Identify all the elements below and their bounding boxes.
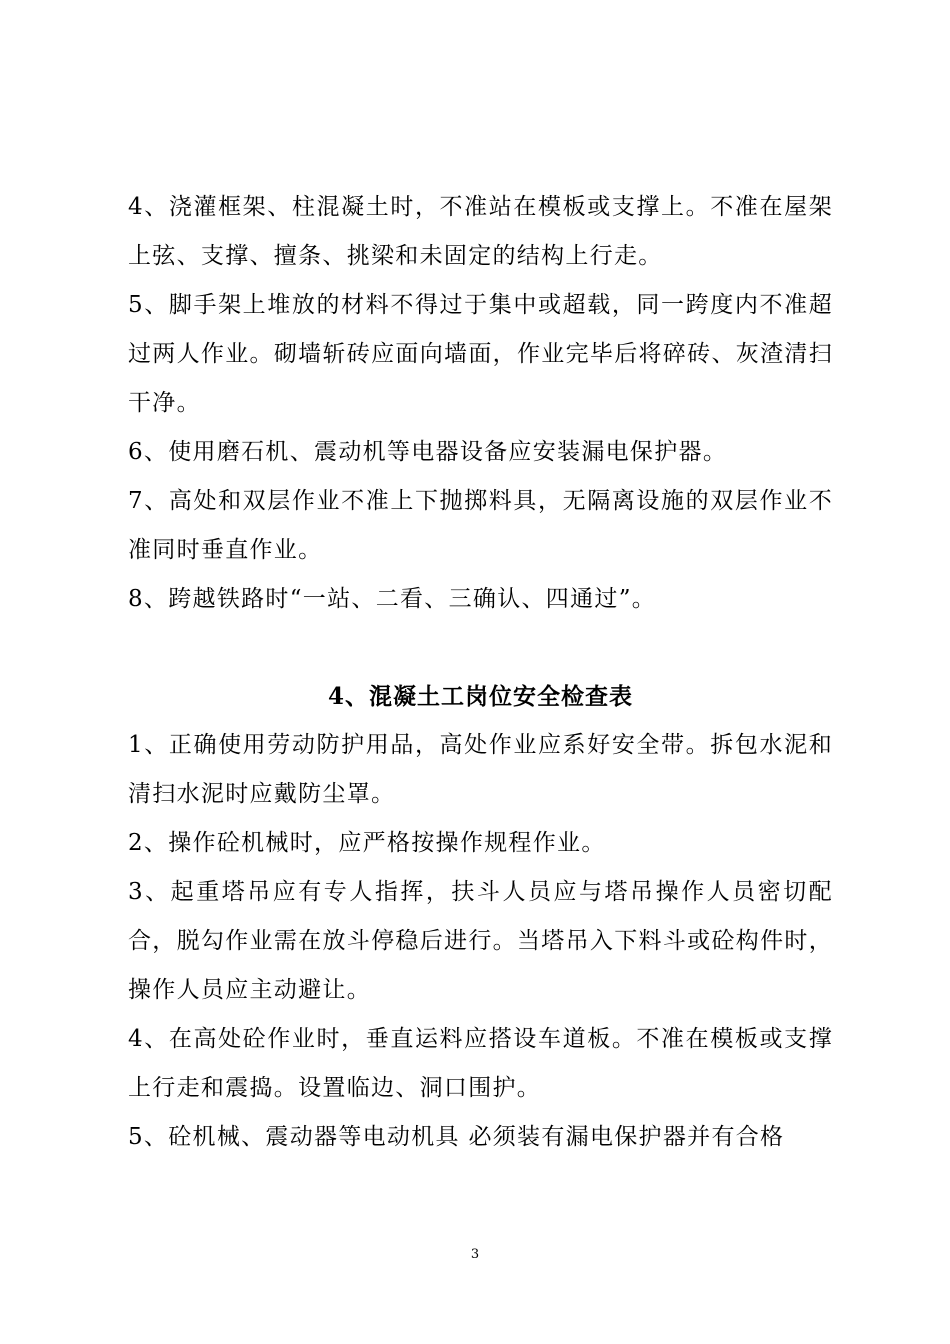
list-item: 3、起重塔吊应有专人指挥，扶斗人员应与塔吊操作人员密切配合，脱勾作业需在放斗停稳后进行。当塔吊入下料斗或砼构件时，操作人员应主动避让。: [128, 879, 833, 1003]
section-title: 4、混凝土工岗位安全检查表: [327, 683, 633, 710]
list-item: 5、脚手架上堆放的材料不得过于集中或超载，同一跨度内不准超过两人作业。砌墙斩砖应面向墙面，作业完毕后将碎砖、灰渣清扫干净。: [128, 292, 833, 416]
section-spacer: [128, 624, 833, 672]
list-item: 8、跨越铁路时“一站、二看、三确认、四通过”。: [128, 586, 657, 612]
list-item: 4、在高处砼作业时，垂直运料应搭设车道板。不准在模板或支撑上行走和震捣。设置临边、洞口围护。: [128, 1026, 833, 1101]
list-item: 5、砼机械、震动器等电动机具 必须装有漏电保护器并有合格: [128, 1124, 785, 1150]
list-item: 7、高处和双层作业不准上下抛掷料具，无隔离设施的双层作业不准同时垂直作业。: [128, 488, 833, 563]
list-item: 1、正确使用劳动防护用品，高处作业应系好安全带。拆包水泥和清扫水泥时应戴防尘罩。: [128, 732, 833, 807]
list-item: 6、使用磨石机、震动机等电器设备应安装漏电保护器。: [128, 439, 728, 465]
page-number: 3: [470, 1247, 480, 1262]
list-item: 4、浇灌框架、柱混凝土时，不准站在模板或支撑上。不准在屋架上弦、支撑、擅条、挑梁和未固定的结构上行走。: [128, 194, 833, 269]
document-body: [128, 183, 833, 1162]
list-item: 2、操作砼机械时，应严格按操作规程作业。: [128, 830, 606, 856]
